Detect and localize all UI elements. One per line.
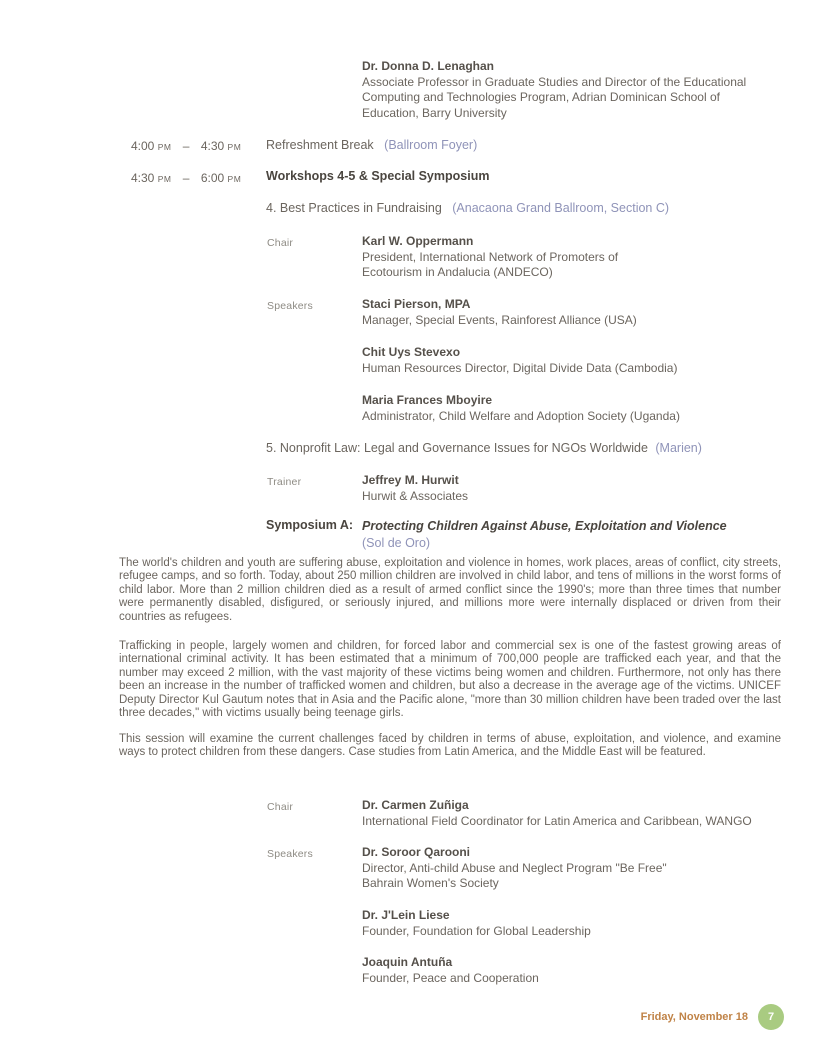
top-person-block (362, 59, 792, 121)
symposium-venue: (Sol de Oro) (362, 536, 431, 550)
page-number: 7 (767, 1011, 775, 1023)
workshop5-trainer-block (362, 473, 468, 504)
person-name: Staci Pierson, MPA (362, 297, 471, 311)
symposium-prefix: Symposium A: (266, 518, 354, 532)
person-desc-line: Computing and Technologies Program, Adrian Dominican School of (362, 90, 720, 104)
person-desc-line: Founder, Peace and Cooperation (362, 970, 539, 985)
symposium-speaker-block (362, 845, 667, 892)
chair-label: Chair (267, 237, 294, 249)
time-dash: – (182, 139, 190, 153)
person-desc-line: Human Resources Director, Digital Divide Data (Cambodia) (362, 360, 678, 375)
chair-label: Chair (267, 801, 294, 813)
event-venue: (Ballroom Foyer) (384, 138, 478, 152)
person-name: Dr. J'Lein Liese (362, 908, 450, 922)
meridiem: PM (157, 174, 172, 184)
person-desc-line: Bahrain Women's Society (362, 876, 499, 890)
person-name: Chit Uys Stevexo (362, 345, 461, 359)
session-venue: (Marien) (655, 441, 702, 455)
page-number-badge (758, 1004, 784, 1030)
person-desc-line: Education, Barry University (362, 105, 507, 120)
time-end: 6:00 (200, 171, 225, 185)
person-name: Dr. Carmen Zuñiga (362, 798, 469, 812)
speakers-label: Speakers (267, 848, 313, 860)
symposium-paragraph: This session will examine the current challenges faced by children in terms of abuse, exploitation, and violence, and examine ways to protect children from these dangers. Case studies from Latin America, and the Middle East will be featured. (119, 733, 781, 759)
symposium-paragraph: The world's children and youth are suffering abuse, exploitation and violence in homes, work places, areas of conflict, city streets, refugee camps, and so forth. Today, about 250 million children are involved in child labor, and tens of millions in the worst forms of child labor. More than 2 million children died as a result of armed conflict since the 1990's; more than three times that number were permanently disabled, disfigured, or seriously injured, and millions more were internally displaced or driven from their countries as refugees. (119, 557, 781, 623)
person-desc-line: Hurwit & Associates (362, 488, 469, 503)
symposium-title-venue (362, 518, 727, 552)
person-desc-line: Manager, Special Events, Rainforest Alliance (USA) (362, 312, 637, 327)
workshops-heading: Workshops 4-5 & Special Symposium (266, 169, 490, 183)
time-start: 4:30 (131, 171, 155, 185)
symposium-speaker-block (362, 955, 539, 986)
person-desc-line: Administrator, Child Welfare and Adoption Society (Uganda) (362, 408, 680, 423)
footer-date: Friday, November 18 (640, 1011, 748, 1023)
person-name: Joaquin Antuña (362, 955, 453, 969)
time-end: 4:30 (200, 139, 225, 153)
person-name: Dr. Donna D. Lenaghan (362, 59, 495, 73)
schedule-time-refreshment (131, 139, 241, 153)
workshop4-chair-block (362, 234, 618, 281)
workshop5-title (266, 441, 702, 455)
person-desc-line: Founder, Foundation for Global Leadership (362, 923, 591, 938)
meridiem: PM (157, 142, 172, 152)
person-desc-line: International Field Coordinator for Latin America and Caribbean, WANGO (362, 813, 752, 828)
trainer-label: Trainer (267, 476, 302, 488)
event-title: Refreshment Break (266, 138, 374, 152)
session-venue: (Anacaona Grand Ballroom, Section C) (452, 201, 670, 215)
session-title-text: 5. Nonprofit Law: Legal and Governance Issues for NGOs Worldwide (266, 441, 648, 455)
workshop4-speaker-block (362, 393, 680, 424)
person-name: Karl W. Oppermann (362, 234, 474, 248)
person-desc-line: Director, Anti-child Abuse and Neglect Program "Be Free" (362, 860, 667, 875)
symposium-heading (266, 518, 786, 552)
workshop4-speaker-block (362, 345, 677, 376)
symposium-chair-block (362, 798, 752, 829)
person-desc-line: President, International Network of Promoters of (362, 249, 619, 264)
speakers-label: Speakers (267, 300, 313, 312)
workshop4-speaker-block (362, 297, 637, 328)
workshop4-title (266, 201, 669, 215)
person-desc-line: Associate Professor in Graduate Studies and Director of the Educational (362, 74, 747, 89)
person-desc-line: Ecotourism in Andalucia (ANDECO) (362, 265, 553, 279)
symposium-speaker-block (362, 908, 591, 939)
person-name: Dr. Soroor Qarooni (362, 845, 471, 859)
meridiem: PM (227, 174, 242, 184)
time-start: 4:00 (131, 139, 155, 153)
schedule-time-workshops (131, 171, 241, 185)
session-title-text: 4. Best Practices in Fundraising (266, 201, 442, 215)
time-dash: – (182, 171, 190, 185)
symposium-title: Protecting Children Against Abuse, Exploitation and Violence (362, 519, 727, 533)
meridiem: PM (227, 142, 242, 152)
person-name: Jeffrey M. Hurwit (362, 473, 459, 487)
symposium-paragraph: Trafficking in people, largely women and children, for forced labor and commercial sex is one of the fastest growing areas of international criminal activity. It has been estimated that a minimum of 700,000 people are trafficked each year, and that the number may exceed 2 million, with the vast majority of these victims being women and children. Furthermore, not only has there been an increase in the number of trafficked women and children, but also a decrease in the average age of the victims. UNICEF Deputy Director Kul Gautum notes that in Asia and the Pacific alone, "more than 30 million children have been traded over the last three decades," with victims usually being teenage girls. (119, 640, 781, 720)
person-name: Maria Frances Mboyire (362, 393, 493, 407)
schedule-item-refreshment (266, 138, 477, 152)
